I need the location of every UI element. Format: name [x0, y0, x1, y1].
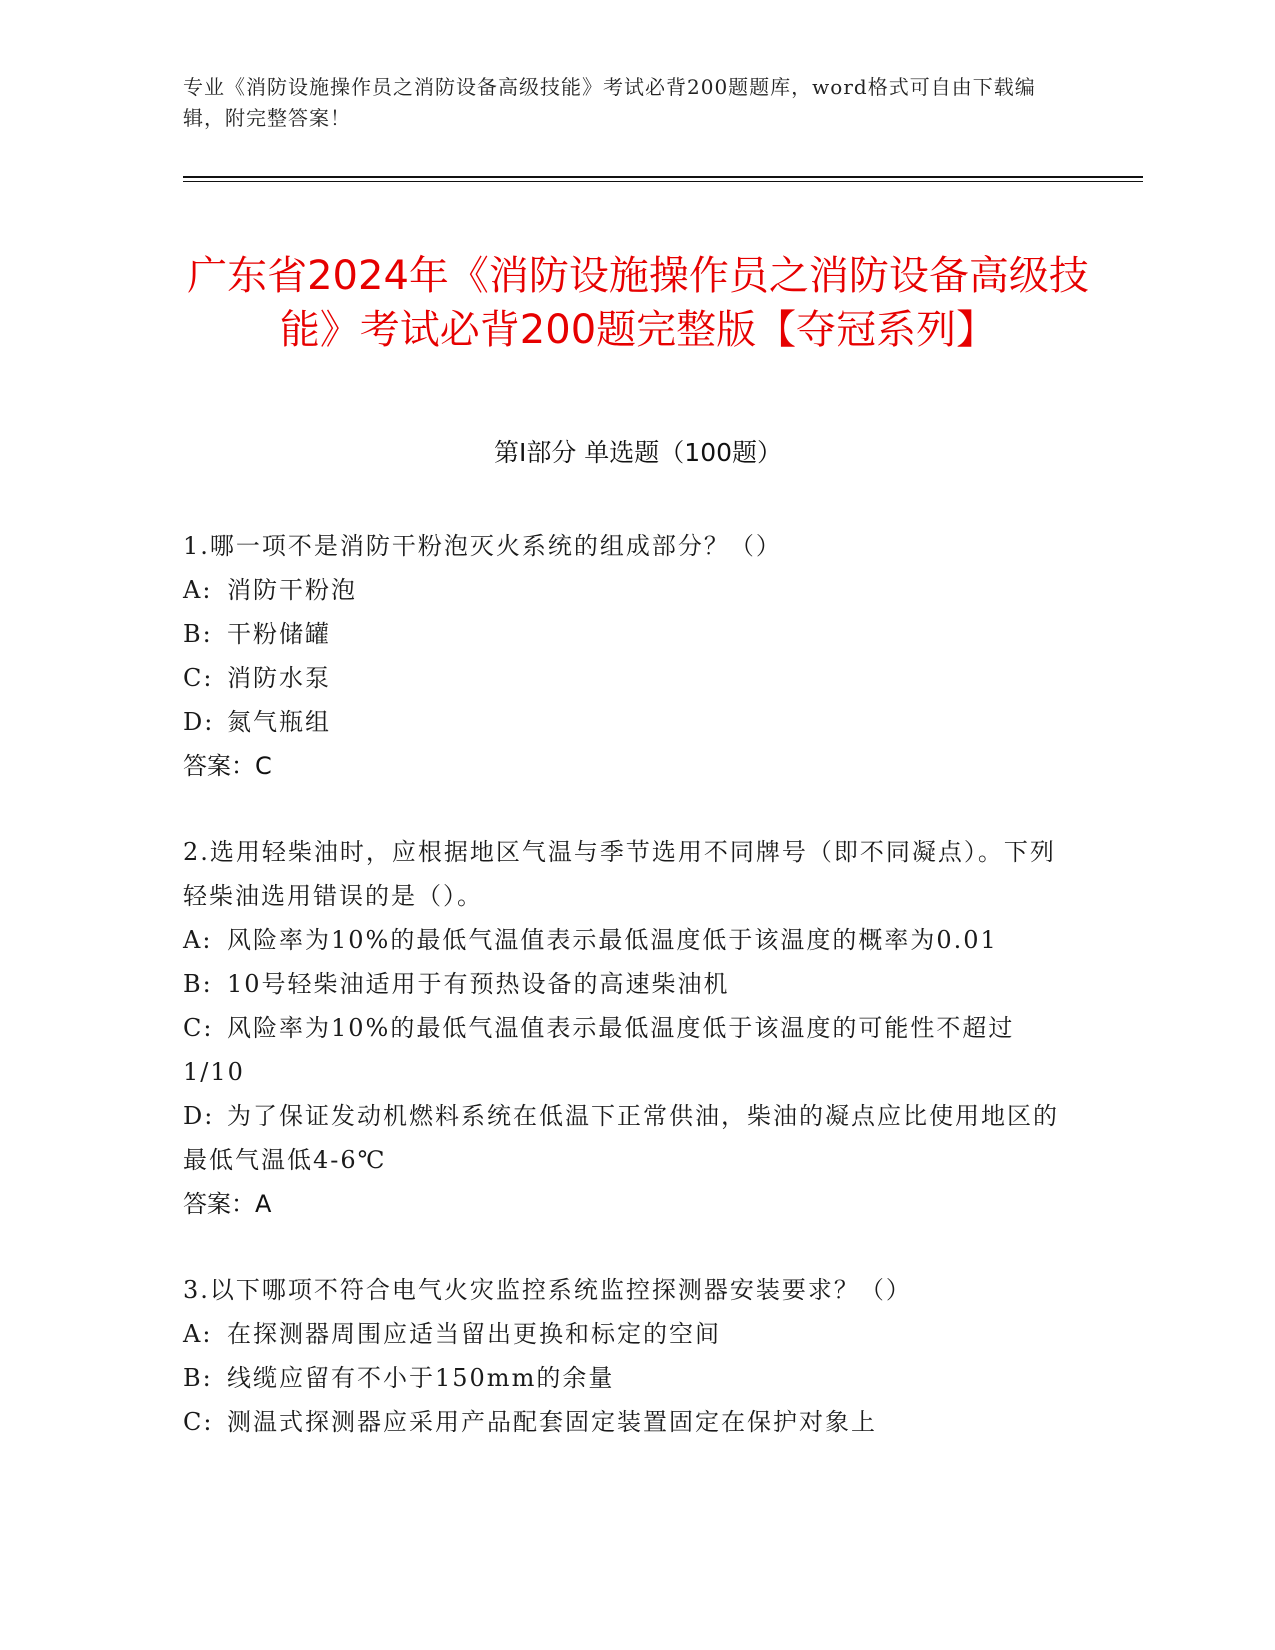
- header-divider-thick: [183, 176, 1143, 178]
- option-c: [183, 1400, 1063, 1444]
- option-text: 干粉储罐: [227, 620, 331, 648]
- option-c: [183, 656, 1063, 700]
- question-list: [183, 524, 1063, 1486]
- option-letter: B:: [183, 1364, 213, 1392]
- option-letter: A:: [183, 926, 213, 954]
- option-text: 在探测器周围应适当留出更换和标定的空间: [227, 1320, 721, 1348]
- option-letter: C:: [183, 1014, 214, 1042]
- option-b: [183, 962, 1063, 1006]
- question-stem: 3.以下哪项不符合电气火灾监控系统监控探测器安装要求？（）: [183, 1276, 912, 1304]
- option-letter: B:: [183, 620, 213, 648]
- section-heading: 第I部分 单选题（100题）: [493, 438, 783, 467]
- answer-value: C: [255, 752, 272, 780]
- answer-line: [183, 1182, 1063, 1226]
- document-title: 广东省2024年《消防设施操作员之消防设备高级技能》考试必背200题完整版【夺冠系列】: [187, 252, 1089, 353]
- option-text: 10号轻柴油适用于有预热设备的高速柴油机: [227, 970, 730, 998]
- question-3: [183, 1268, 1063, 1444]
- option-b: [183, 1356, 1063, 1400]
- option-text: 风险率为10%的最低气温值表示最低温度低于该温度的可能性不超过1/10: [183, 1014, 1015, 1086]
- question-stem: 2.选用轻柴油时，应根据地区气温与季节选用不同牌号（即不同凝点）。下列轻柴油选用错误的是（）。: [183, 838, 1056, 910]
- option-text: 风险率为10%的最低气温值表示最低温度低于该温度的概率为0.01: [227, 926, 998, 954]
- option-letter: C:: [183, 664, 214, 692]
- answer-label: 答案：: [183, 752, 255, 780]
- option-letter: C:: [183, 1408, 214, 1436]
- option-text: 为了保证发动机燃料系统在低温下正常供油，柴油的凝点应比使用地区的最低气温低4-6℃: [183, 1102, 1059, 1174]
- question-stem: 1.哪一项不是消防干粉泡灭火系统的组成部分？（）: [183, 532, 782, 560]
- option-b: [183, 612, 1063, 656]
- option-a: [183, 568, 1063, 612]
- option-text: 消防水泵: [227, 664, 331, 692]
- answer-label: 答案：: [183, 1190, 255, 1218]
- header-note: 专业《消防设施操作员之消防设备高级技能》考试必背200题题库，word格式可自由下载编辑，附完整答案！: [183, 75, 1036, 130]
- option-letter: D:: [183, 1102, 215, 1130]
- option-text: 线缆应留有不小于150mm的余量: [227, 1364, 615, 1392]
- option-letter: D:: [183, 708, 215, 736]
- answer-value: A: [255, 1190, 272, 1218]
- option-text: 消防干粉泡: [227, 576, 357, 604]
- option-text: 测温式探测器应采用产品配套固定装置固定在保护对象上: [227, 1408, 877, 1436]
- option-d: [183, 700, 1063, 744]
- question-1: [183, 524, 1063, 788]
- option-a: [183, 918, 1063, 962]
- question-2: [183, 830, 1063, 1226]
- option-letter: B:: [183, 970, 213, 998]
- option-letter: A:: [183, 576, 213, 604]
- option-d: [183, 1094, 1063, 1182]
- answer-line: [183, 744, 1063, 788]
- option-text: 氮气瓶组: [227, 708, 331, 736]
- option-a: [183, 1312, 1063, 1356]
- header-divider-thin: [183, 181, 1143, 182]
- option-c: [183, 1006, 1063, 1094]
- option-letter: A:: [183, 1320, 213, 1348]
